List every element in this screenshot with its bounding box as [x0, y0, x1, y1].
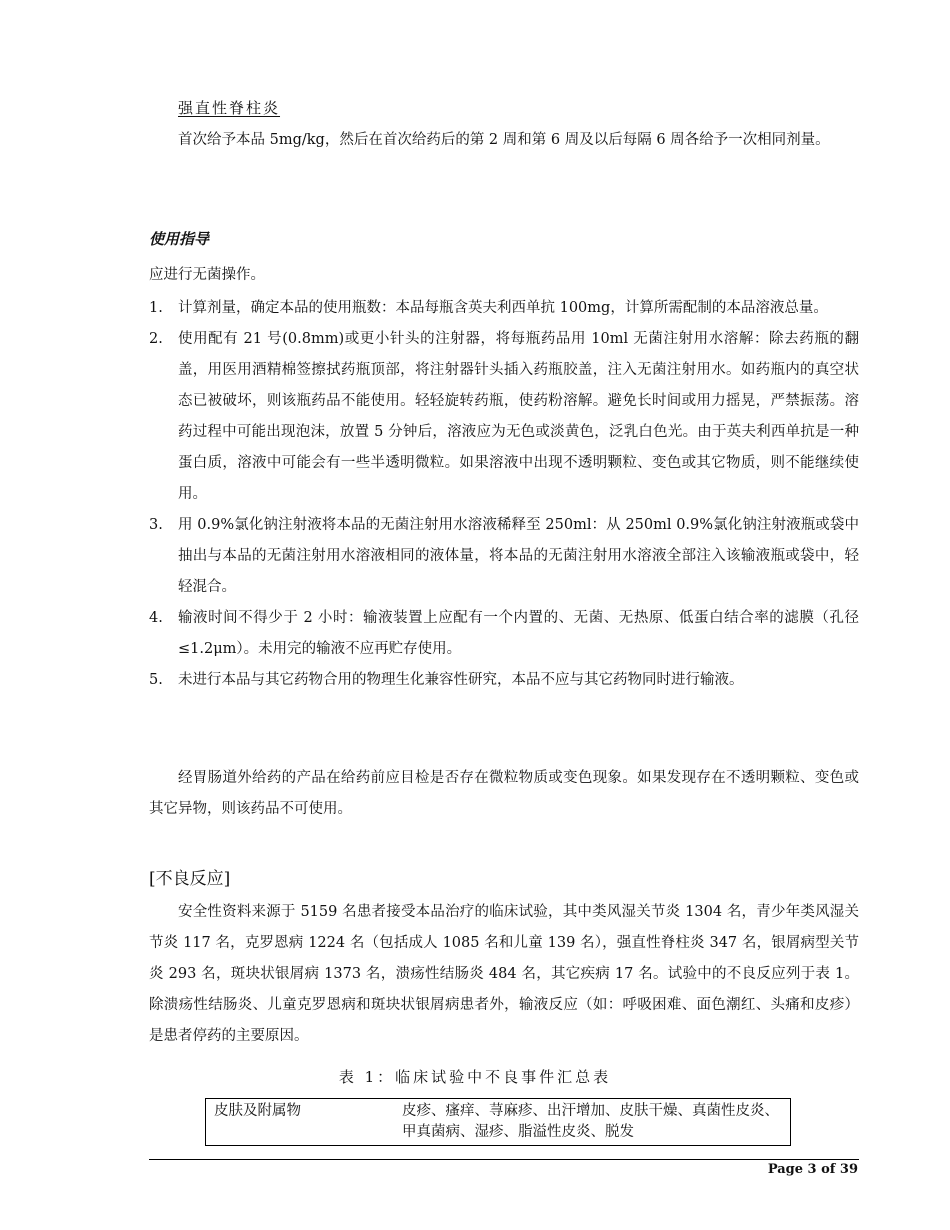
step-number: 5. [149, 672, 163, 688]
table-caption: 表 1：临床试验中不良事件汇总表 [338, 1068, 612, 1086]
step-text: 用 0.9%氯化钠注射液将本品的无菌注射用水溶液稀释至 250ml：从 250ml 0.9%氯化钠注射液瓶或袋中抽出与本品的无菌注射用水溶液相同的液体量，将本品的无菌注射用水溶液全部注入该输液瓶或袋中，轻轻混合。 [178, 517, 859, 595]
step-number: 3. [149, 517, 163, 533]
adverse-reactions-paragraph: 安全性资料来源于 5159 名患者接受本品治疗的临床试验，其中类风湿关节炎 1304 名，青少年类风湿关节炎 117 名，克罗恩病 1224 名（包括成人 1085 名和儿童 139 名），强直性脊柱炎 347 名，银屑病型关节炎 293 名，斑块状银屑病 1373 名，溃疡性结肠炎 484 名，其它疾病 17 名。试验中的不良反应列于表 1。除溃疡性结肠炎、儿童克罗恩病和斑块状银屑病患者外，输液反应（如：呼吸困难、面色潮红、头痛和皮疹）是患者停药的主要原因。 [149, 904, 859, 1044]
page-number: Page 3 of 39 [767, 1162, 858, 1177]
section-heading-instructions: 使用指导 [149, 230, 210, 248]
step-number: 4. [149, 610, 163, 626]
footer-divider [149, 1159, 859, 1160]
list-item [149, 665, 859, 696]
list-item [149, 324, 859, 510]
step-number: 2. [149, 331, 163, 347]
table-cell-events: 皮疹、瘙痒、荨麻疹、出汗增加、皮肤干燥、真菌性皮炎、甲真菌病、湿疹、脂溢性皮炎、脱发 [402, 1103, 779, 1140]
step-text: 未进行本品与其它药物合用的物理生化兼容性研究，本品不应与其它药物同时进行输液。 [178, 672, 744, 688]
list-item [149, 510, 859, 603]
step-number: 1. [149, 300, 163, 316]
adverse-events-table [205, 1098, 791, 1146]
aseptic-intro: 应进行无菌操作。 [149, 267, 265, 283]
preparation-steps-list [149, 293, 859, 696]
list-item [149, 603, 859, 665]
list-item [149, 293, 859, 324]
section-heading-adverse-reactions: [不良反应] [149, 869, 231, 889]
subheading-ankylosing-spondylitis: 强直性脊柱炎 [178, 99, 281, 117]
visual-inspection-note: 经胃肠道外给药的产品在给药前应目检是否存在微粒物质或变色现象。如果发现存在不透明颗粒、变色或其它异物，则该药品不可使用。 [149, 770, 859, 817]
step-text: 输液时间不得少于 2 小时：输液装置上应配有一个内置的、无菌、无热原、低蛋白结合率的滤膜（孔径≤1.2μm）。未用完的输液不应再贮存使用。 [178, 610, 859, 657]
table-cell-category: 皮肤及附属物 [214, 1103, 301, 1119]
step-text: 使用配有 21 号(0.8mm)或更小针头的注射器，将每瓶药品用 10ml 无菌注射用水溶解：除去药瓶的翻盖，用医用酒精棉签擦拭药瓶顶部，将注射器针头插入药瓶胶盖，注入无菌注射用水。如药瓶内的真空状态已被破坏，则该瓶药品不能使用。轻轻旋转药瓶，使药粉溶解。避免长时间或用力摇晃，严禁振荡。溶药过程中可能出现泡沫，放置 5 分钟后，溶液应为无色或淡黄色，泛乳白色光。由于英夫利西单抗是一种蛋白质，溶液中可能会有一些半透明微粒。如果溶液中出现不透明颗粒、变色或其它物质，则不能继续使用。 [178, 331, 859, 502]
dosing-paragraph: 首次给予本品 5mg/kg，然后在首次给药后的第 2 周和第 6 周及以后每隔 6 周各给予一次相同剂量。 [178, 132, 830, 148]
table-row [206, 1099, 791, 1146]
step-text: 计算剂量，确定本品的使用瓶数：本品每瓶含英夫利西单抗 100mg，计算所需配制的本品溶液总量。 [178, 300, 828, 316]
